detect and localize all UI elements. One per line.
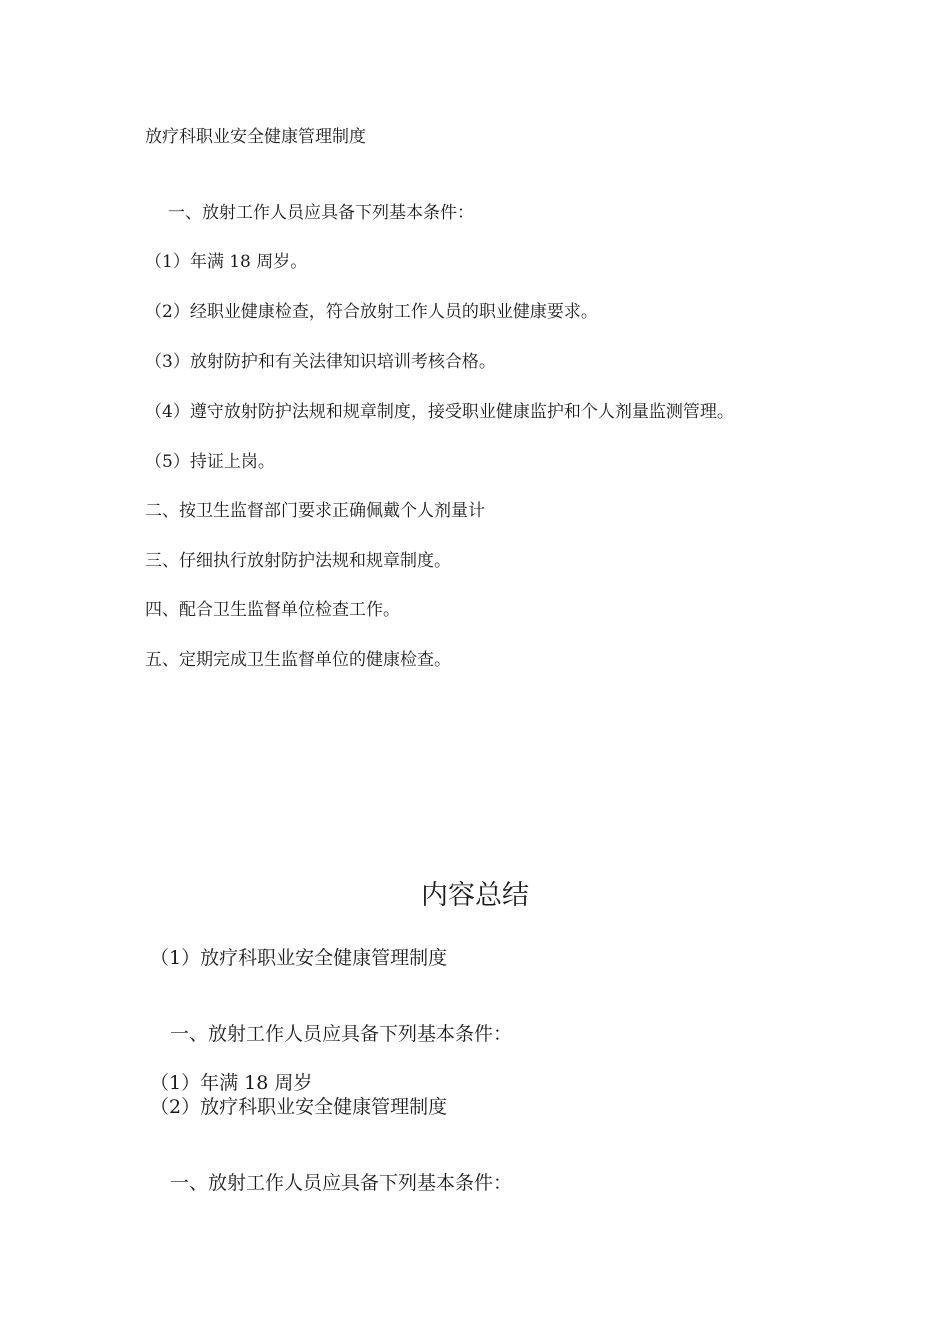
section-4: 四、配合卫生监督单位检查工作。 <box>145 600 400 620</box>
summary-item-2-sub: 一、放射工作人员应具备下列基本条件： <box>170 1172 513 1194</box>
summary-item-1: （1）放疗科职业安全健康管理制度 <box>150 947 448 969</box>
summary-item-1-point: （1）年满 18 周岁 <box>150 1072 313 1094</box>
summary-item-2: （2）放疗科职业安全健康管理制度 <box>150 1096 448 1118</box>
section-1-heading: 一、放射工作人员应具备下列基本条件： <box>168 203 474 223</box>
summary-heading: 内容总结 <box>421 880 529 911</box>
condition-4: （4）遵守放射防护法规和规章制度，接受职业健康监护和个人剂量监测管理。 <box>145 402 734 422</box>
section-5: 五、定期完成卫生监督单位的健康检查。 <box>145 650 451 670</box>
section-3: 三、仔细执行放射防护法规和规章制度。 <box>145 551 451 571</box>
document-title: 放疗科职业安全健康管理制度 <box>145 127 366 147</box>
condition-5: （5）持证上岗。 <box>145 452 275 472</box>
condition-2: （2）经职业健康检查，符合放射工作人员的职业健康要求。 <box>145 302 598 322</box>
condition-1: （1）年满 18 周岁。 <box>145 252 308 272</box>
summary-item-1-sub: 一、放射工作人员应具备下列基本条件： <box>170 1023 513 1045</box>
condition-3: （3）放射防护和有关法律知识培训考核合格。 <box>145 352 496 372</box>
section-2: 二、按卫生监督部门要求正确佩戴个人剂量计 <box>145 501 485 521</box>
